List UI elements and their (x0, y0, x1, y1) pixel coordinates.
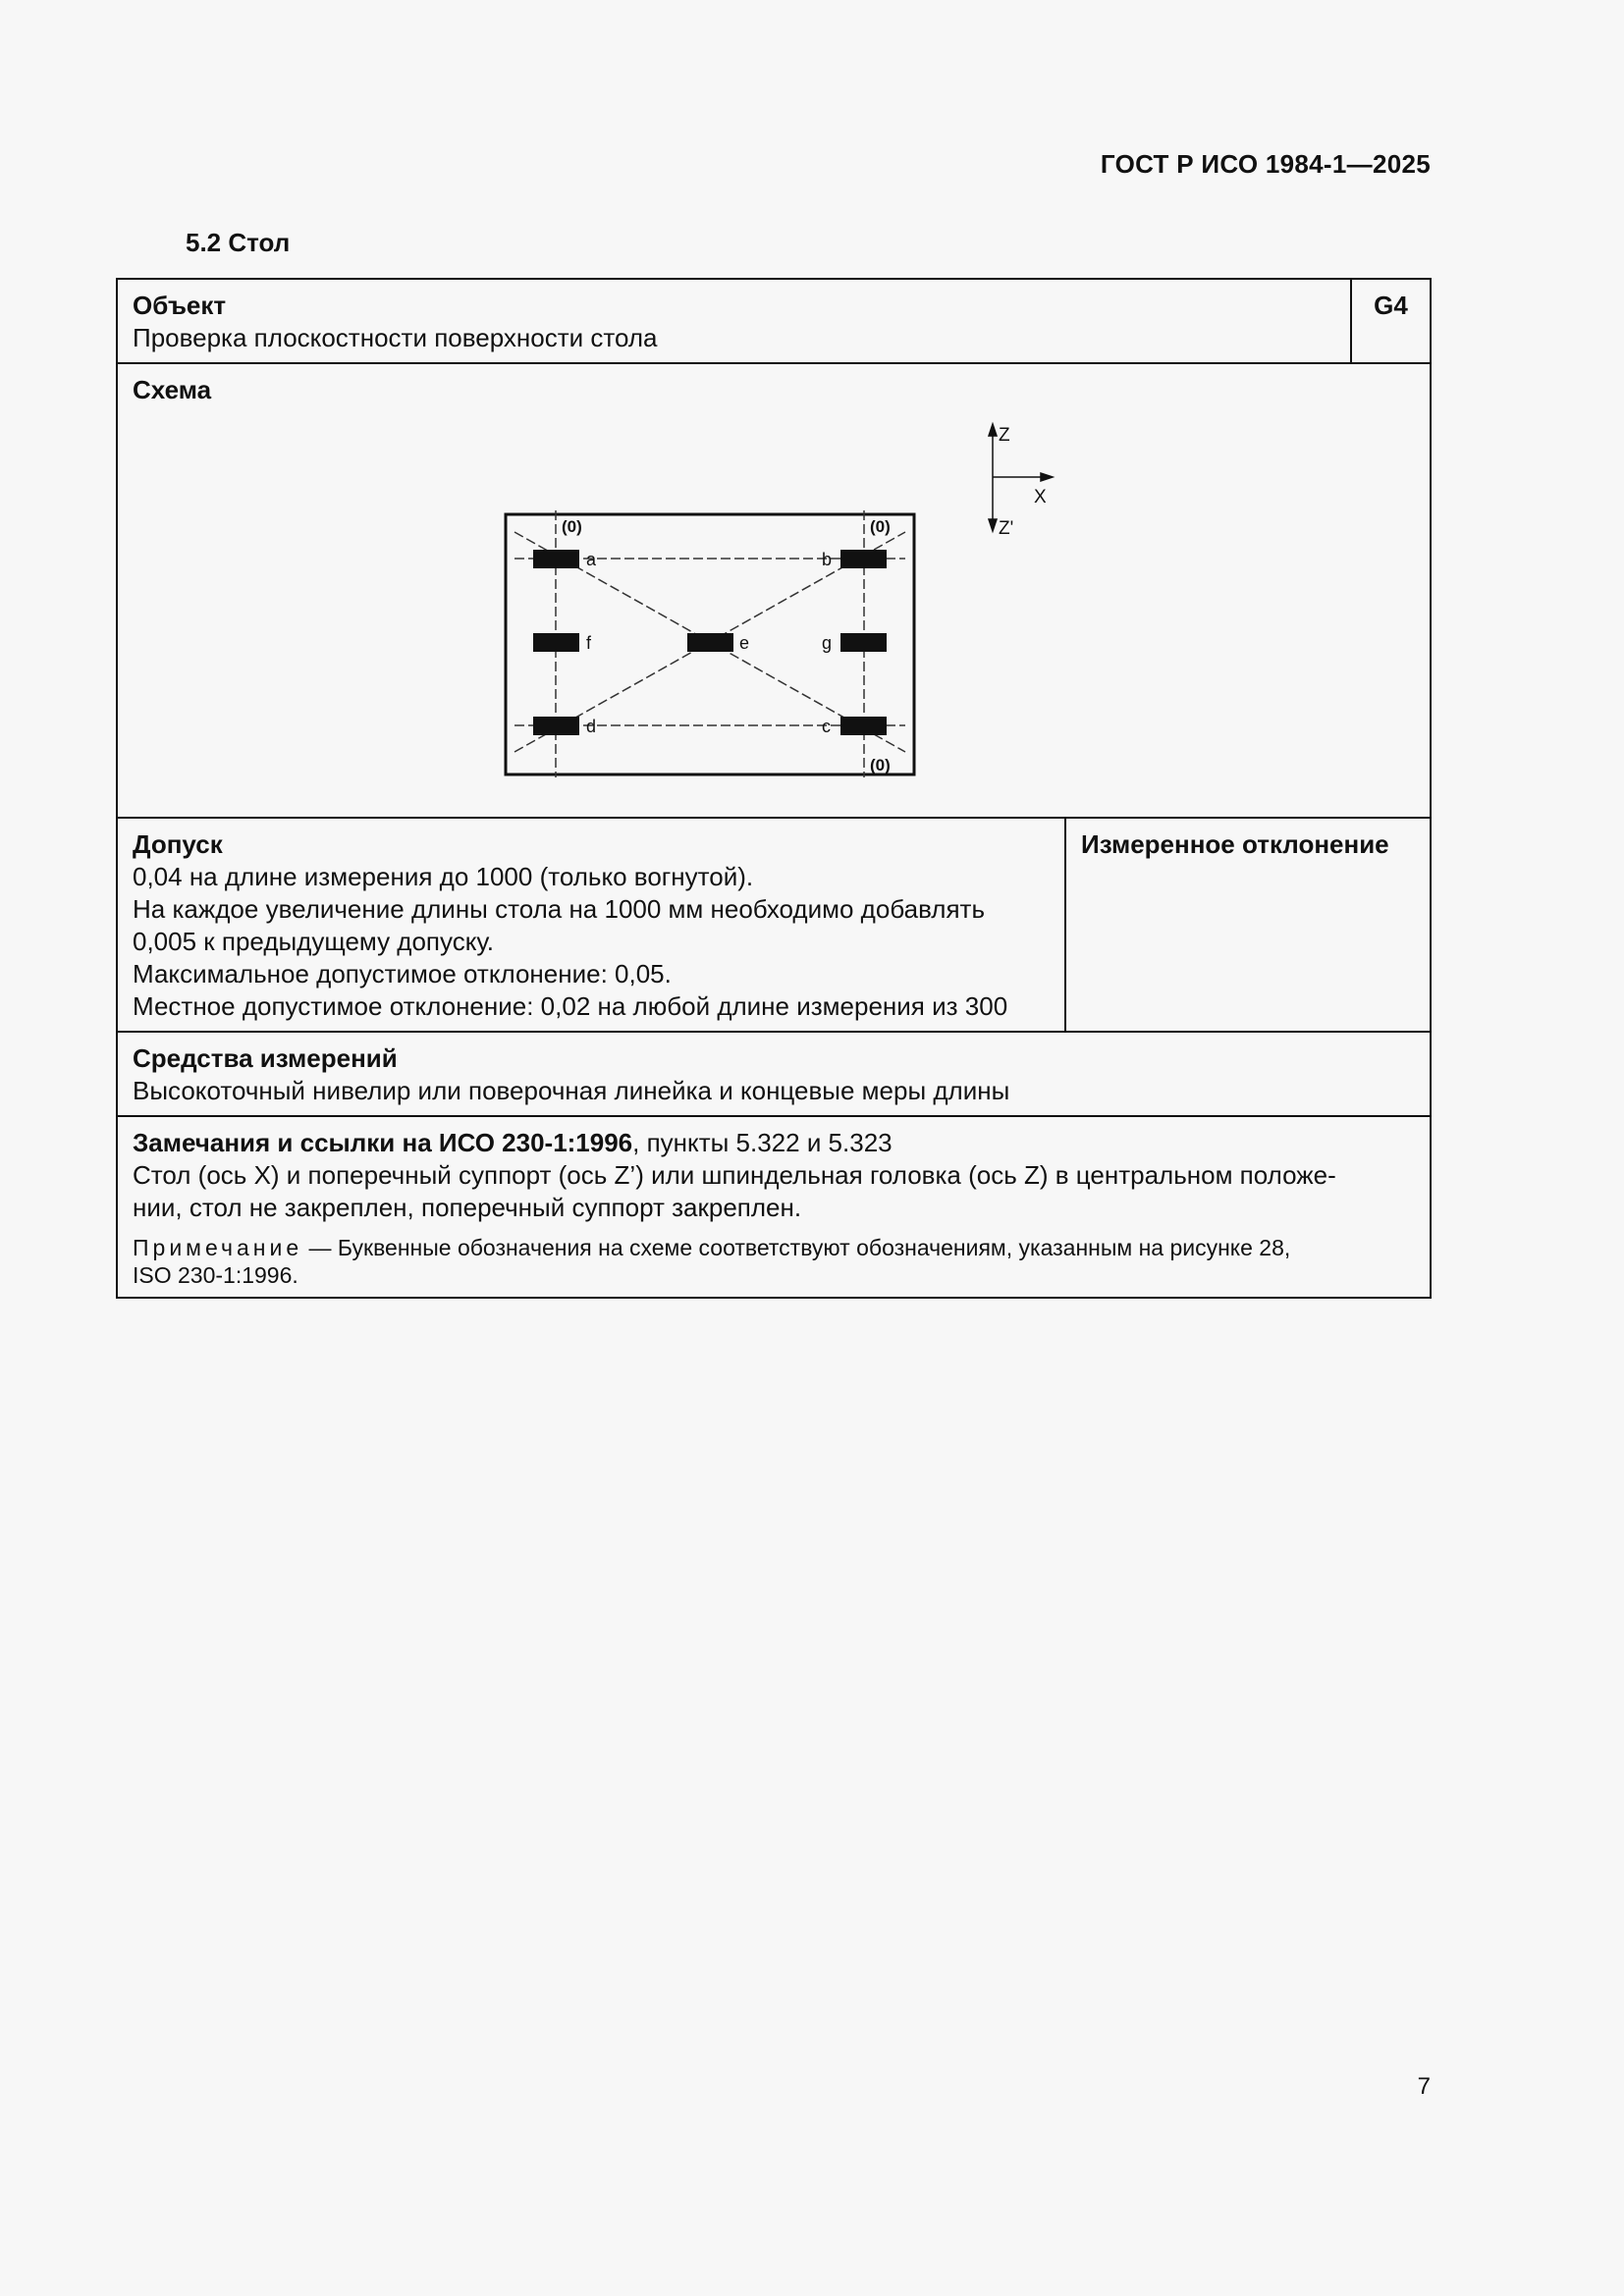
point-d-bar (533, 717, 579, 735)
instruments-heading: Средства измерений (133, 1043, 398, 1073)
point-e-bar (687, 633, 733, 652)
note-text: — Буквенные обозначения на схеме соответствуют обозначениям, указанным на рисунке 28, (302, 1235, 1291, 1260)
point-a-label: a (586, 550, 597, 569)
schema-heading-cell (118, 364, 1430, 406)
object-text: Проверка плоскостности поверхности стола (133, 323, 658, 352)
check-table (116, 278, 1432, 1299)
tolerance-line: На каждое увеличение длины стола на 1000 мм необходимо добавлять (133, 894, 985, 924)
point-c-bar (840, 717, 887, 735)
tolerance-row (118, 819, 1430, 1033)
zero-label-a: (0) (562, 517, 582, 536)
point-g-label: g (822, 633, 833, 653)
zero-label-b: (0) (870, 517, 891, 536)
schema-area (118, 406, 1430, 817)
schema-heading: Схема (133, 375, 212, 404)
remarks-cell (118, 1117, 1430, 1297)
flatness-diagram (118, 406, 1430, 817)
note-text-continued: ISO 230-1:1996. (133, 1262, 298, 1288)
measured-deviation-cell (1066, 819, 1430, 1031)
remarks-text-line: Стол (ось X) и поперечный суппорт (ось Z’) или шпиндельная головка (ось Z) в центральном положе- (133, 1160, 1336, 1190)
schema-row (118, 364, 1430, 819)
point-d-label: d (586, 717, 597, 736)
point-g-bar (840, 633, 887, 652)
page-number: 7 (1417, 2073, 1431, 2100)
point-b-bar (840, 550, 887, 568)
x-arrow (1041, 473, 1053, 481)
measured-deviation-heading: Измеренное отклонение (1081, 829, 1389, 859)
tolerance-heading: Допуск (133, 829, 223, 859)
axis-z-prime-label: Z' (999, 518, 1014, 539)
z-arrow-up (989, 424, 997, 436)
tolerance-line: 0,005 к предыдущему допуску. (133, 927, 494, 956)
remarks-heading-rest: , пункты 5.322 и 5.323 (632, 1128, 893, 1157)
point-a-bar (533, 550, 579, 568)
instruments-cell (118, 1033, 1430, 1115)
instruments-row (118, 1033, 1430, 1117)
tolerance-line: Местное допустимое отклонение: 0,02 на любой длине измерения из 300 (133, 991, 1008, 1021)
object-row (118, 280, 1430, 364)
zero-label-c: (0) (870, 756, 891, 774)
tolerance-cell (118, 819, 1066, 1031)
point-f-label: f (586, 633, 592, 653)
remarks-heading (133, 1127, 1415, 1159)
remarks-heading-bold: Замечания и ссылки на ИСО 230-1:1996 (133, 1128, 633, 1157)
section-title: 5.2 Стол (186, 228, 291, 257)
note-label: Примечание (133, 1235, 303, 1260)
point-c-label: c (822, 717, 831, 736)
instruments-text: Высокоточный нивелир или поверочная линейка и концевые меры длины (133, 1076, 1010, 1105)
document-header-code: ГОСТ Р ИСО 1984-1—2025 (1100, 149, 1431, 179)
axis-z-label: Z (999, 425, 1010, 446)
point-e-label: e (739, 633, 750, 653)
tolerance-line: 0,04 на длине измерения до 1000 (только вогнутой). (133, 862, 754, 891)
tolerance-line: Максимальное допустимое отклонение: 0,05. (133, 959, 672, 988)
point-f-bar (533, 633, 579, 652)
remarks-text-line: нии, стол не закреплен, поперечный суппорт закреплен. (133, 1193, 802, 1222)
object-heading: Объект (133, 291, 227, 320)
note (133, 1234, 1415, 1289)
z-arrow-down (989, 519, 997, 531)
object-cell (118, 280, 1352, 362)
point-b-label: b (822, 550, 833, 569)
remarks-row (118, 1117, 1430, 1297)
axis-x-label: X (1034, 487, 1047, 507)
check-code: G4 (1374, 291, 1408, 320)
